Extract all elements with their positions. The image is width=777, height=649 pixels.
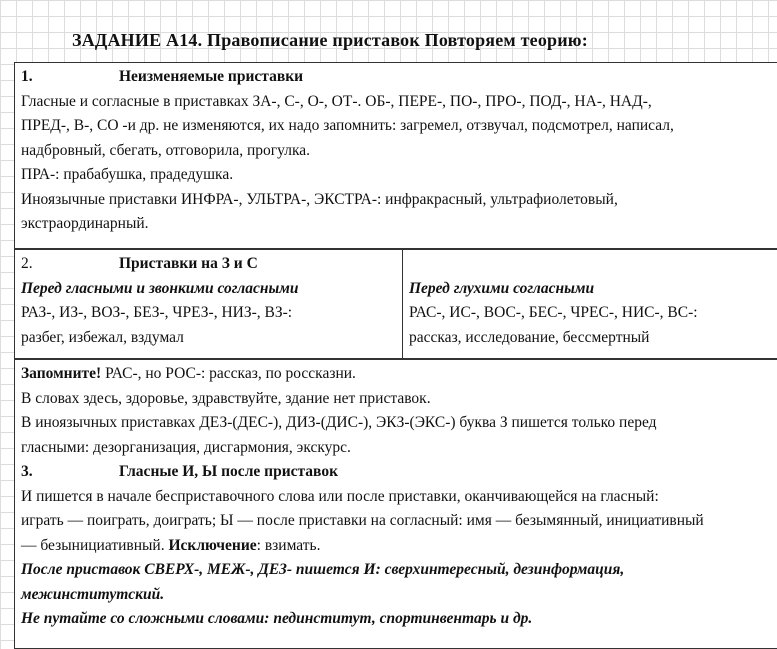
text-line: И пишется в начале бесприставочного слова или после приставки, оканчивающейся на гласный: xyxy=(21,487,659,505)
text-line: Иноязычные приставки ИНФРА-, УЛЬТРА-, ЭКСТРА-: инфракрасный, ультрафиолетовый, xyxy=(21,190,618,208)
exception-label: Исключение xyxy=(168,536,257,554)
text-line: Гласные и согласные в приставках ЗА-, С-, О-, ОТ-. ОБ-, ПЕРЕ-, ПО-, ПРО-, ПОД-, НА-, НАД-, xyxy=(21,92,652,110)
text-fragment: : взимать. xyxy=(256,536,321,554)
column-subheading: Перед гласными и звонкими согласными xyxy=(21,279,299,297)
remember-note xyxy=(21,362,777,387)
prefix-list: РАЗ-, ИЗ-, ВОЗ-, БЕЗ-, ЧРЕЗ-, НИЗ-, ВЗ-: xyxy=(21,304,293,321)
section-heading: Гласные И, Ы после приставок xyxy=(119,463,338,480)
text-line: ПРЕД-, В-, СО -и др. не изменяются, их надо запомнить: загремел, отзвучал, подсмотрел, написал, xyxy=(21,117,674,134)
section-heading: Приставки на З и С xyxy=(119,255,258,272)
section-1-unchangeable-prefixes xyxy=(14,62,777,249)
section-heading: Неизменяемые приставки xyxy=(119,68,304,85)
text-line: играть — поиграть, доиграть; Ы — после приставки на согласный: имя — безымянный, инициативный xyxy=(21,512,704,529)
remember-text: РАС-, но РОС-: рассказ, по россказни. xyxy=(101,365,356,382)
section-number: 3. xyxy=(21,463,33,480)
section-3-header xyxy=(21,460,777,485)
section-number: 1. xyxy=(21,68,33,85)
prefix-list: РАС-, ИС-, ВОС-, БЕС-, ЧРЕС-, НИС-, ВС-: xyxy=(409,304,698,321)
text-line: гласными: дезорганизация, дисгармония, экскурс. xyxy=(21,438,351,456)
text-line: ПРА-: прабабушка, прадедушка. xyxy=(21,166,234,183)
column-subheading: Перед глухими согласными xyxy=(409,279,595,297)
examples: разбег, избежал, вздумал xyxy=(21,328,184,346)
text-line: В словах здесь, здоровье, здравствуйте, здание нет приставок. xyxy=(21,389,431,407)
text-line: экстраординарный. xyxy=(21,215,149,232)
remember-label: Запомните! xyxy=(21,365,102,382)
section-number: 2. xyxy=(21,255,33,272)
section-1-header xyxy=(21,65,777,90)
rule-line: межинститутский. xyxy=(21,585,165,603)
section-2-header xyxy=(21,252,402,277)
exception-line xyxy=(21,534,777,559)
voiceless-column xyxy=(403,250,777,358)
rule-line: Не путайте со сложными словами: пединститут, спортинвентарь и др. xyxy=(21,610,533,627)
text-fragment: — безынициативный. xyxy=(21,536,169,554)
rule-line: После приставок СВЕРХ-, МЕЖ-, ДЕЗ- пишется И: сверхинтересный, дезинформация, xyxy=(21,561,625,578)
section-2-z-s-prefixes xyxy=(14,249,777,359)
examples: рассказ, исследование, бессмертный xyxy=(409,328,650,346)
text-line: В иноязычных приставках ДЕЗ-(ДЕС-), ДИЗ-(ДИС-), ЭКЗ-(ЭКС-) буква З пишется только перед xyxy=(21,414,657,431)
text-line: надбровный, сбегать, отговорила, прогулка. xyxy=(21,141,310,159)
section-3-notes xyxy=(14,359,777,649)
voiced-column xyxy=(15,250,403,358)
page-title: ЗАДАНИЕ А14. Правописание приставок Повторяем теорию: xyxy=(72,30,588,50)
